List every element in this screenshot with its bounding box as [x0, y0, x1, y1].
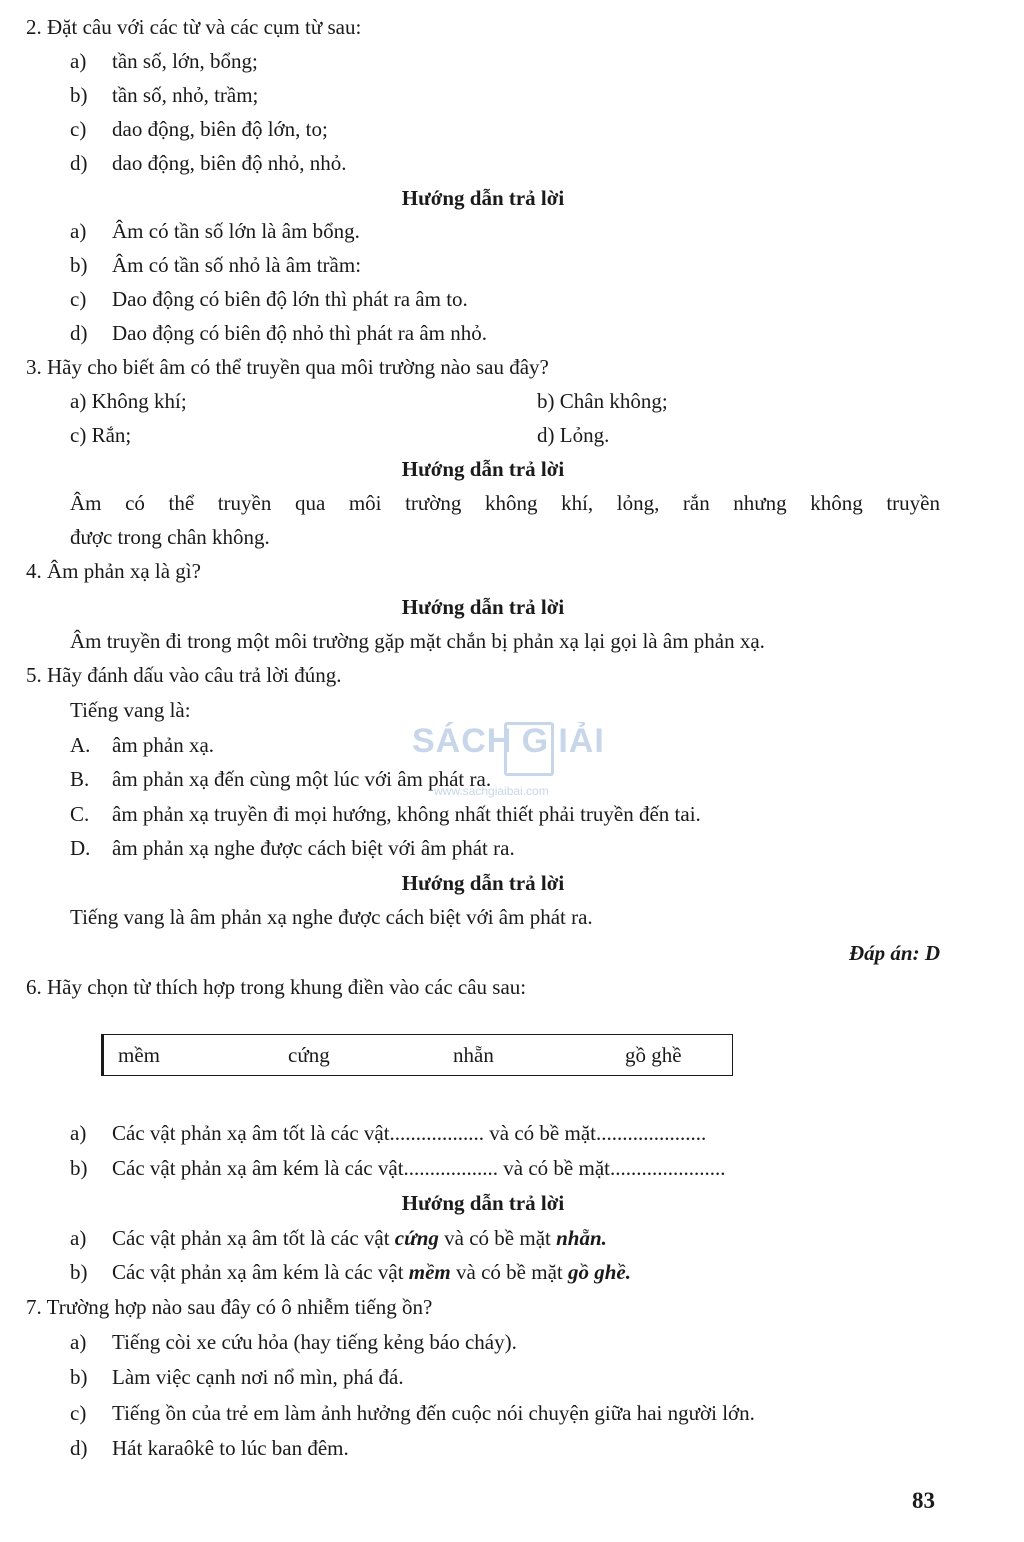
- q2-answer-b: [70, 248, 361, 282]
- option-label: D.: [70, 836, 91, 860]
- option-label: c): [70, 1401, 87, 1425]
- option-label: d): [70, 151, 88, 175]
- question-7-title: 7. Trường hợp nào sau đây có ô nhiễm tiếng ồn?: [26, 1295, 433, 1319]
- q6-blank-b: [70, 1151, 725, 1185]
- q5-guide-heading: Hướng dẫn trả lời: [401, 871, 565, 895]
- q3-answer-line-2: được trong chân không.: [70, 525, 270, 549]
- answer-label: b): [70, 253, 88, 277]
- q5-option-d: [70, 831, 515, 865]
- q2-option-a: [70, 44, 258, 78]
- q5-stem: Tiếng vang là:: [70, 698, 191, 722]
- q6-blank-a: [70, 1116, 706, 1150]
- watermark-logo: [412, 722, 617, 812]
- option-label: b): [70, 1365, 88, 1389]
- q7-option-a: [70, 1325, 517, 1359]
- option-text: Hát karaôkê to lúc ban đêm.: [112, 1436, 349, 1460]
- word-bank-word: gồ ghề: [625, 1043, 682, 1067]
- option-text: dao động, biên độ nhỏ, nhỏ.: [112, 151, 347, 175]
- answer-word: mềm: [408, 1260, 451, 1284]
- q6-answer-b: [70, 1255, 631, 1289]
- option-text: Tiếng còi xe cứu hỏa (hay tiếng kẻng báo cháy).: [112, 1330, 517, 1354]
- watermark-brand-right: IẢI: [558, 722, 605, 760]
- answer-label: a): [70, 1226, 87, 1250]
- option-label: c): [70, 117, 87, 141]
- question-5-title: 5. Hãy đánh dấu vào câu trả lời đúng.: [26, 663, 342, 687]
- q5-answer: Tiếng vang là âm phản xạ nghe được cách biệt với âm phát ra.: [70, 905, 593, 929]
- option-label: b): [70, 83, 88, 107]
- answer-text: và có bề mặt: [438, 1226, 557, 1250]
- q3-guide-heading: Hướng dẫn trả lời: [401, 457, 565, 481]
- q7-option-b: [70, 1360, 404, 1394]
- answer-label: a): [70, 219, 87, 243]
- blank-label: b): [70, 1156, 88, 1180]
- answer-word: gồ ghề.: [567, 1260, 631, 1284]
- answer-text: Dao động có biên độ lớn thì phát ra âm to.: [112, 287, 468, 311]
- q2-option-d: [70, 146, 346, 180]
- q4-guide-heading: Hướng dẫn trả lời: [401, 595, 565, 619]
- q2-guide-heading: Hướng dẫn trả lời: [401, 186, 565, 210]
- option-label: B.: [70, 767, 90, 791]
- option-text: âm phản xạ.: [112, 733, 215, 757]
- q7-option-d: [70, 1431, 349, 1465]
- option-text: tần số, lớn, bổng;: [112, 49, 258, 73]
- q2-answer-c: [70, 282, 468, 316]
- answer-text: Âm có tần số nhỏ là âm trầm:: [112, 253, 362, 277]
- q3-option-c: c) Rắn;: [70, 423, 132, 447]
- question-4-title: 4. Âm phản xạ là gì?: [26, 559, 201, 583]
- q2-answer-a: [70, 214, 360, 248]
- watermark-url: www.sachgiaibai.com: [434, 784, 549, 798]
- question-2-title: 2. Đặt câu với các từ và các cụm từ sau:: [26, 15, 362, 39]
- option-text: dao động, biên độ lớn, to;: [112, 117, 328, 141]
- q2-answer-d: [70, 316, 487, 350]
- option-text: âm phản xạ nghe được cách biệt với âm phát ra.: [112, 836, 515, 860]
- q3-answer-line-1: Âm có thể truyền qua môi trường không khí, lỏng, rắn nhưng không truyền: [70, 491, 940, 515]
- answer-text: Các vật phản xạ âm tốt là các vật: [112, 1226, 395, 1250]
- word-bank-word: mềm: [118, 1043, 160, 1067]
- option-text: âm phản xạ đến cùng một lúc với âm phát ra.: [112, 767, 492, 791]
- answer-label: d): [70, 321, 88, 345]
- word-bank-box: [101, 1034, 733, 1076]
- q6-guide-heading: Hướng dẫn trả lời: [401, 1191, 565, 1215]
- q2-option-c: [70, 112, 328, 146]
- option-label: d): [70, 1436, 88, 1460]
- q2-option-b: [70, 78, 258, 112]
- blank-label: a): [70, 1121, 87, 1145]
- option-text: Làm việc cạnh nơi nổ mìn, phá đá.: [112, 1365, 404, 1389]
- blank-text: Các vật phản xạ âm kém là các vật.................. và có bề mặt......................: [112, 1156, 726, 1180]
- blank-text: Các vật phản xạ âm tốt là các vật.................. và có bề mặt.....................: [112, 1121, 707, 1145]
- option-label: C.: [70, 802, 90, 826]
- option-label: A.: [70, 733, 91, 757]
- watermark-frame: [504, 722, 554, 776]
- word-bank-word: cứng: [288, 1043, 330, 1067]
- answer-label: b): [70, 1260, 88, 1284]
- question-3-title: 3. Hãy cho biết âm có thể truyền qua môi trường nào sau đây?: [26, 355, 549, 379]
- page-number: 83: [912, 1488, 935, 1513]
- q5-answer-key: Đáp án: D: [848, 941, 940, 965]
- watermark-brand-box-letter: G: [521, 722, 550, 760]
- answer-word: cứng: [394, 1226, 439, 1250]
- option-text: tần số, nhỏ, trầm;: [112, 83, 259, 107]
- answer-text: Dao động có biên độ nhỏ thì phát ra âm nhỏ.: [112, 321, 488, 345]
- q3-option-b: b) Chân không;: [537, 389, 668, 413]
- option-text: Tiếng ồn của trẻ em làm ảnh hưởng đến cuộc nói chuyện giữa hai người lớn.: [112, 1401, 755, 1425]
- q3-option-d: d) Lỏng.: [537, 423, 610, 447]
- answer-text: và có bề mặt: [450, 1260, 568, 1284]
- q3-option-a: a) Không khí;: [70, 389, 187, 413]
- q6-answer-a: [70, 1221, 607, 1255]
- q7-option-c: [70, 1396, 755, 1430]
- q5-option-a: [70, 728, 214, 762]
- question-6-title: 6. Hãy chọn từ thích hợp trong khung điền vào các câu sau:: [26, 975, 527, 999]
- option-text: âm phản xạ truyền đi mọi hướng, không nhất thiết phải truyền đến tai.: [112, 802, 701, 826]
- word-bank-word: nhẵn: [453, 1043, 494, 1067]
- q4-answer: Âm truyền đi trong một môi trường gặp mặt chắn bị phản xạ lại gọi là âm phản xạ.: [70, 629, 765, 653]
- watermark-brand-left: SÁCH: [412, 722, 513, 760]
- option-label: a): [70, 1330, 87, 1354]
- answer-word: nhẵn.: [556, 1226, 607, 1250]
- answer-text: Các vật phản xạ âm kém là các vật: [112, 1260, 409, 1284]
- answer-label: c): [70, 287, 87, 311]
- answer-text: Âm có tần số lớn là âm bổng.: [112, 219, 360, 243]
- option-label: a): [70, 49, 87, 73]
